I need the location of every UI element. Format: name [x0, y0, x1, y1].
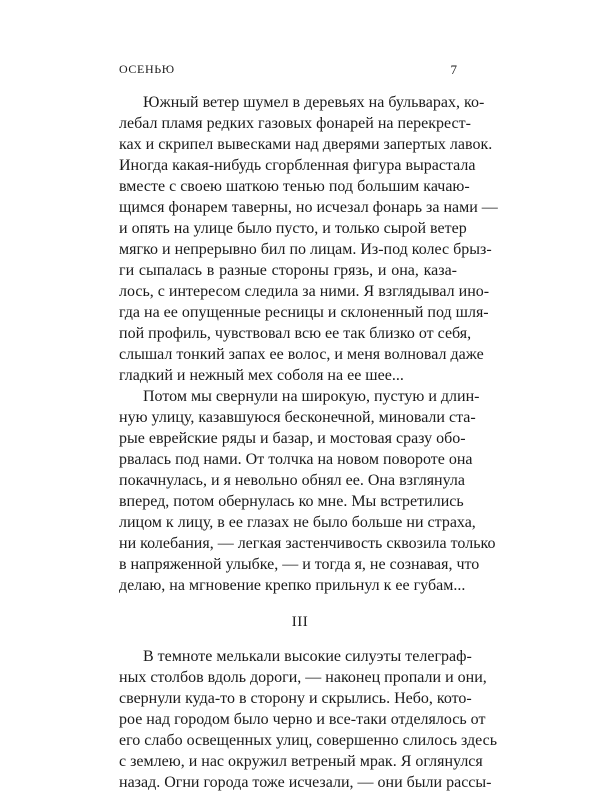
text-line: назад. Огни города тоже исчезали, — они были рассы-: [119, 774, 492, 791]
chapter-heading: III: [291, 614, 309, 630]
text-line: вместе с своею шаткою тенью под большим качаю-: [119, 178, 470, 195]
text-line: рое над городом было черно и все-таки отделялось от: [119, 711, 486, 728]
text-line: ную улицу, казавшуюся бесконечной, миновали ста-: [119, 409, 476, 426]
page-number: 7: [450, 62, 457, 77]
text-line: слышал тонкий запах ее волос, и меня волновал даже: [119, 346, 484, 363]
text-line: ги сыпалась в разные стороны грязь, и она, казa-: [119, 262, 457, 279]
text-line: делаю, на мгновение крепко прильнул к ее губам...: [119, 577, 466, 594]
text-line: ных столбов вдоль дороги, — наконец пропали и они,: [119, 669, 487, 686]
text-line: покачнулась, и я невольно обнял ее. Она взглянула: [119, 472, 465, 489]
text-line: в напряженной улыбке, — и тогда я, не сознавая, что: [119, 556, 480, 573]
text-line: Потом мы свернули на широкую, пустую и длин-: [143, 388, 480, 405]
text-line: рые еврейские ряды и базар, и мостовая сразу обо-: [119, 430, 466, 447]
running-head: [119, 62, 457, 78]
text-line: В темноте мелькали высокие силуэты телеграф-: [143, 648, 472, 665]
text-line: лицом к лицу, в ее глазах не было больше ни страха,: [119, 514, 476, 531]
text-line: с землею, и нас окружил ветреный мрак. Я оглянулся: [119, 753, 483, 770]
text-line: свернули куда-то в сторону и скрылись. Небо, кото-: [119, 690, 472, 707]
text-line: лось, с интересом следила за ними. Я взглядывал ино-: [119, 283, 490, 300]
text-line: ни колебания, — легкая застенчивость сквозила только: [119, 535, 496, 552]
text-line: ках и скрипел вывесками над дверями запертых лавок.: [119, 136, 493, 153]
text-line: щимся фонарем таверны, но исчезал фонарь за нами —: [119, 199, 498, 216]
text-line: гда на ее опущенные ресницы и склоненный под шля-: [119, 304, 489, 321]
text-line: Иногда какая-нибудь сгорбленная фигура вырастала: [119, 157, 476, 174]
text-line: рвалась под нами. От толчка на новом повороте она: [119, 451, 473, 468]
text-line: его слабо освещенных улиц, совершенно слилось здесь: [119, 732, 498, 749]
text-line: Южный ветер шумел в деревьях на бульварах, ко-: [143, 94, 485, 111]
text-line: пой профиль, чувствовал всю ее так близко от себя,: [119, 325, 472, 342]
text-line: и опять на улице было пусто, и только сырой ветер: [119, 220, 467, 237]
running-head-title: ОСЕНЬЮ: [119, 62, 175, 76]
text-line: вперед, потом обернулась ко мне. Мы встретились: [119, 493, 464, 510]
text-line: лебал пламя редких газовых фонарей на перекрест-: [119, 115, 471, 132]
text-line: мягко и непрерывно бил по лицам. Из-под колес брыз-: [119, 241, 492, 258]
text-line: гладкий и нежный мех соболя на ее шее...: [119, 367, 404, 384]
